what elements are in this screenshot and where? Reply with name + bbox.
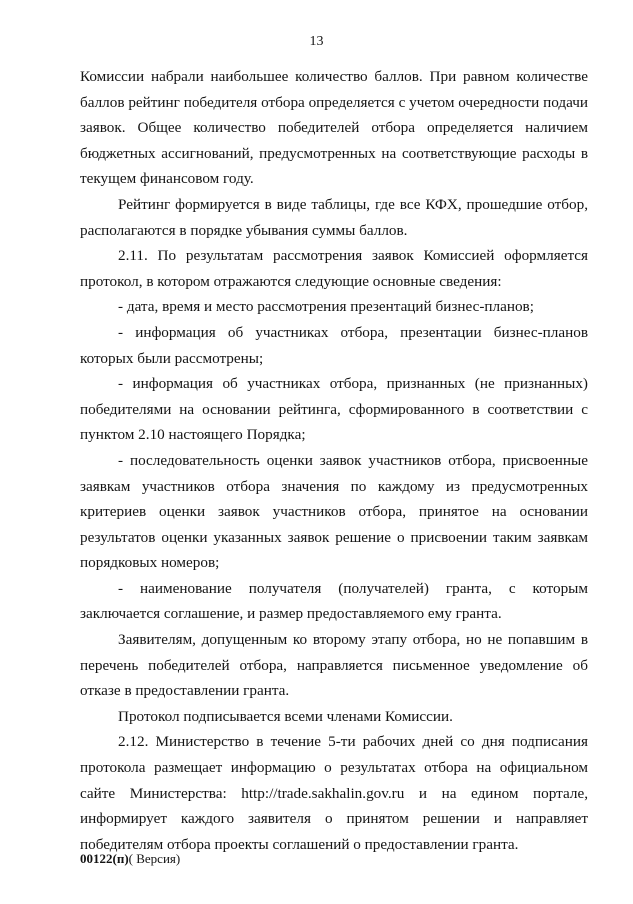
paragraph: Заявителям, допущенным ко второму этапу отбора, но не попавшим в перечень победителей отбора, направляется письменное уведомление об отказе в предоставлении гранта. bbox=[80, 631, 588, 700]
document-footer bbox=[80, 851, 180, 867]
list-item: - наименование получателя (получателей) гранта, с которым заключается соглашение, и размер предоставляемого ему гранта. bbox=[80, 579, 588, 623]
paragraph: Протокол подписывается всеми членами Комиссии. bbox=[118, 707, 453, 725]
list-item: - информация об участниках отбора, презентации бизнес-планов которых были рассмотрены; bbox=[80, 323, 588, 367]
list-item: - информация об участниках отбора, признанных (не признанных) победителями на основании рейтинга, сформированного в соответствии с пунктом 2.10 настоящего Порядка; bbox=[80, 375, 588, 444]
page-number: 13 bbox=[309, 34, 324, 49]
paragraph: 2.11. По результатам рассмотрения заявок Комиссией оформляется протокол, в котором отражаются следующие основные сведения: bbox=[80, 247, 588, 290]
list-item: - последовательность оценки заявок участников отбора, присвоенные заявкам участников отбора значения по каждому из предусмотренных критериев оценки заявок участников отбора, принятое на основании результатов оценки указанных заявок решение о присвоении таким заявкам порядковых номеров; bbox=[80, 451, 588, 572]
paragraph: Рейтинг формируется в виде таблицы, где все КФХ, прошедшие отбор, располагаются в порядке убывания суммы баллов. bbox=[80, 195, 588, 239]
list-item: - дата, время и место рассмотрения презентаций бизнес-планов; bbox=[118, 298, 534, 316]
document-body bbox=[80, 64, 588, 857]
paragraph: 2.12. Министерство в течение 5-ти рабочих дней со дня подписания протокола размещает информацию о результатах отбора на официальном сайте Министерства: http://trade.sakhalin.gov.ru и на едином портале, информирует каждого заявителя о принятом решении и направляет победителям отбора проекты соглашений о предоставлении гранта. bbox=[80, 733, 588, 853]
document-code: 00122(п) bbox=[80, 851, 129, 866]
document-version: ( Версия) bbox=[128, 851, 181, 866]
paragraph: Комиссии набрали наибольшее количество баллов. При равном количестве баллов рейтинг победителя отбора определяется с учетом очередности подачи заявок. Общее количество победителей отбора определяется наличием бюджетных ассигнований, предусмотренных на соответствующие расходы в текущем финансовом году. bbox=[80, 68, 588, 188]
